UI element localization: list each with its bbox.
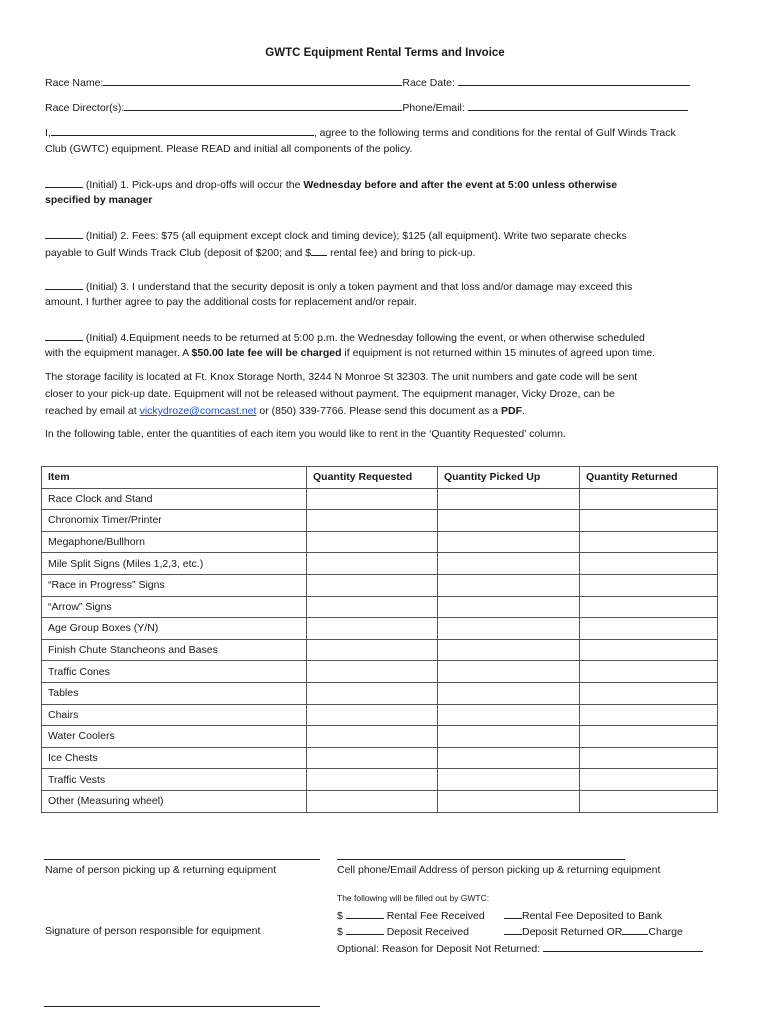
header-item: Item xyxy=(42,467,307,489)
table-row xyxy=(42,726,718,748)
term-2-text-b2: rental fee) and bring to pick-up. xyxy=(330,247,476,259)
quantity-requested-cell[interactable] xyxy=(307,747,438,769)
table-row xyxy=(42,704,718,726)
table-row xyxy=(42,790,718,812)
phone-email-field[interactable] xyxy=(468,98,688,111)
quantity-picked-up-cell[interactable] xyxy=(438,769,580,791)
contact-signature-line[interactable] xyxy=(337,859,625,860)
quantity-requested-cell[interactable] xyxy=(307,661,438,683)
race-date-label: Race Date: xyxy=(402,77,455,89)
quantity-requested-cell[interactable] xyxy=(307,510,438,532)
item-name-cell: Race Clock and Stand xyxy=(42,488,307,510)
table-row xyxy=(42,661,718,683)
initial-4-field[interactable] xyxy=(45,328,83,341)
quantity-returned-cell[interactable] xyxy=(580,618,718,640)
quantity-returned-cell[interactable] xyxy=(580,510,718,532)
quantity-requested-cell[interactable] xyxy=(307,531,438,553)
quantity-picked-up-cell[interactable] xyxy=(438,661,580,683)
pdf-bold: PDF xyxy=(501,405,523,417)
term-4-text-b1: with the equipment manager. A xyxy=(45,347,192,359)
table-row xyxy=(42,769,718,791)
intro-rest: , agree to the following terms and conditions for the rental of Gulf Winds Track xyxy=(313,127,676,139)
table-row xyxy=(42,531,718,553)
rental-fee-deposited-field[interactable] xyxy=(504,906,522,919)
deposit-returned-field[interactable] xyxy=(504,922,522,935)
quantity-returned-cell[interactable] xyxy=(580,553,718,575)
quantity-returned-cell[interactable] xyxy=(580,769,718,791)
intro-line-1 xyxy=(45,123,676,142)
table-row xyxy=(42,596,718,618)
rental-fee-received-field[interactable] xyxy=(346,906,384,919)
table-row xyxy=(42,574,718,596)
item-name-cell: Megaphone/Bullhorn xyxy=(42,531,307,553)
item-name-cell: “Arrow” Signs xyxy=(42,596,307,618)
quantity-requested-cell[interactable] xyxy=(307,769,438,791)
item-name-cell: “Race in Progress” Signs xyxy=(42,574,307,596)
term-2-line-2 xyxy=(45,243,475,262)
signature-line[interactable] xyxy=(44,1006,320,1007)
charge-field[interactable] xyxy=(622,922,648,935)
term-2-text-b1: payable to Gulf Winds Track Club (deposit of $200; and $ xyxy=(45,247,312,259)
quantity-returned-cell[interactable] xyxy=(580,704,718,726)
intro-prefix: I, xyxy=(45,127,51,139)
quantity-returned-cell[interactable] xyxy=(580,531,718,553)
optional-reason-field[interactable] xyxy=(543,939,703,952)
contact-label: Cell phone/Email Address of person picking up & returning equipment xyxy=(337,864,661,876)
equipment-table xyxy=(41,466,718,813)
item-name-cell: Finish Chute Stancheons and Bases xyxy=(42,639,307,661)
storage-text-a: reached by email at xyxy=(45,405,140,417)
quantity-requested-cell[interactable] xyxy=(307,574,438,596)
quantity-requested-cell[interactable] xyxy=(307,596,438,618)
item-name-cell: Chronomix Timer/Printer xyxy=(42,510,307,532)
intro-line-2: Club (GWTC) equipment. Please READ and initial all components of the policy. xyxy=(45,143,413,155)
quantity-requested-cell[interactable] xyxy=(307,704,438,726)
quantity-picked-up-cell[interactable] xyxy=(438,790,580,812)
rental-fee-deposited-label: Rental Fee Deposited to Bank xyxy=(522,910,663,922)
email-link[interactable]: vickydroze@comcast.net xyxy=(139,405,257,417)
table-row xyxy=(42,639,718,661)
storage-line-1: The storage facility is located at Ft. Knox Storage North, 3244 N Monroe St 32303. The unit numbers and gate code will be sent xyxy=(45,371,638,383)
term-4-text: (Initial) 4.Equipment needs to be returned at 5:00 p.m. the Wednesday following the event, or when otherwise scheduled xyxy=(85,332,645,344)
term-2-text: (Initial) 2. Fees: $75 (all equipment except clock and timing device); $125 (all equipment). Write two separate checks xyxy=(85,230,627,242)
gwtc-note: The following will be filled out by GWTC: xyxy=(337,893,490,903)
term-4-text-b2: if equipment is not returned within 15 minutes of agreed upon time. xyxy=(341,347,655,359)
optional-reason-label: Optional: Reason for Deposit Not Returned: xyxy=(337,943,541,955)
table-body xyxy=(42,488,718,812)
optional-reason-row xyxy=(337,939,703,958)
quantity-picked-up-cell[interactable] xyxy=(438,596,580,618)
table-row xyxy=(42,510,718,532)
phone-email-label: Phone/Email: xyxy=(402,102,465,114)
item-name-cell: Age Group Boxes (Y/N) xyxy=(42,618,307,640)
race-name-row xyxy=(45,73,690,92)
quantity-picked-up-cell[interactable] xyxy=(438,682,580,704)
race-name-label: Race Name: xyxy=(45,77,104,89)
race-date-field[interactable] xyxy=(458,73,690,86)
storage-text-b: or (850) 339-7766. Please send this document as a xyxy=(256,405,502,417)
race-name-field[interactable] xyxy=(103,73,402,86)
quantity-picked-up-cell[interactable] xyxy=(438,553,580,575)
quantity-picked-up-cell[interactable] xyxy=(438,488,580,510)
quantity-returned-cell[interactable] xyxy=(580,574,718,596)
quantity-returned-cell[interactable] xyxy=(580,790,718,812)
quantity-returned-cell[interactable] xyxy=(580,596,718,618)
quantity-returned-cell[interactable] xyxy=(580,747,718,769)
term-3-line-2: amount. I further agree to pay the additional costs for replacement and/or repair. xyxy=(45,296,417,308)
quantity-picked-up-cell[interactable] xyxy=(438,747,580,769)
deposit-received-label: Deposit Received xyxy=(386,926,469,938)
header-quantity-requested: Quantity Requested xyxy=(307,467,438,489)
quantity-picked-up-cell[interactable] xyxy=(438,531,580,553)
quantity-returned-cell[interactable] xyxy=(580,661,718,683)
item-name-cell: Mile Split Signs (Miles 1,2,3, etc.) xyxy=(42,553,307,575)
table-row xyxy=(42,488,718,510)
table-row xyxy=(42,682,718,704)
term-1-bold: Wednesday before and after the event at 5:00 unless otherwise xyxy=(303,179,618,191)
initial-1-field[interactable] xyxy=(45,175,83,188)
rental-fee-field[interactable] xyxy=(311,243,327,256)
storage-text-c: . xyxy=(522,405,525,417)
quantity-requested-cell[interactable] xyxy=(307,618,438,640)
table-row xyxy=(42,747,718,769)
signature-label: Signature of person responsible for equipment xyxy=(45,925,261,937)
quantity-picked-up-cell[interactable] xyxy=(438,639,580,661)
term-1-text: (Initial) 1. Pick-ups and drop-offs will occur the xyxy=(85,179,304,191)
late-fee-bold: $50.00 late fee will be charged xyxy=(191,347,342,359)
storage-line-2: closer to your pick-up date. Equipment will not be released without payment. The equipment manager, Vicky Droze, can be xyxy=(45,388,615,400)
item-name-cell: Water Coolers xyxy=(42,726,307,748)
quantity-picked-up-cell[interactable] xyxy=(438,726,580,748)
item-name-cell: Tables xyxy=(42,682,307,704)
term-3-text: (Initial) 3. I understand that the security deposit is only a token payment and that loss and/or damage may exceed this xyxy=(85,281,633,293)
charge-label: Charge xyxy=(648,926,683,938)
term-4-line-2 xyxy=(45,345,655,362)
name-label: Name of person picking up & returning equipment xyxy=(45,864,277,876)
name-signature-line[interactable] xyxy=(44,859,320,860)
deposit-row: $ Deposit Received xyxy=(337,922,469,941)
initial-2-field[interactable] xyxy=(45,226,83,239)
quantity-picked-up-cell[interactable] xyxy=(438,618,580,640)
quantity-picked-up-cell[interactable] xyxy=(438,574,580,596)
quantity-returned-cell[interactable] xyxy=(580,726,718,748)
page-title: GWTC Equipment Rental Terms and Invoice xyxy=(265,47,505,59)
rental-fee-row: $ Rental Fee Received xyxy=(337,906,485,925)
quantity-requested-cell[interactable] xyxy=(307,553,438,575)
table-row xyxy=(42,618,718,640)
quantity-returned-cell[interactable] xyxy=(580,639,718,661)
quantity-returned-cell[interactable] xyxy=(580,682,718,704)
item-name-cell: Ice Chests xyxy=(42,747,307,769)
race-director-field[interactable] xyxy=(124,98,402,111)
table-header-row xyxy=(42,467,718,489)
item-name-cell: Chairs xyxy=(42,704,307,726)
quantity-requested-cell[interactable] xyxy=(307,488,438,510)
header-quantity-returned: Quantity Returned xyxy=(580,467,718,489)
term-1-line-2: specified by manager xyxy=(45,194,153,206)
quantity-requested-cell[interactable] xyxy=(307,790,438,812)
table-intro: In the following table, enter the quantities of each item you would like to rent in the ‘Quantity Requested’ column. xyxy=(45,428,566,440)
deposit-returned-label: Deposit Returned OR xyxy=(522,926,623,938)
table-row xyxy=(42,553,718,575)
quantity-requested-cell[interactable] xyxy=(307,726,438,748)
race-director-row xyxy=(45,98,688,117)
race-director-label: Race Director(s): xyxy=(45,102,125,114)
quantity-requested-cell[interactable] xyxy=(307,639,438,661)
initial-3-field[interactable] xyxy=(45,277,83,290)
quantity-returned-cell[interactable] xyxy=(580,488,718,510)
rental-fee-received-label: Rental Fee Received xyxy=(386,910,485,922)
item-name-cell: Other (Measuring wheel) xyxy=(42,790,307,812)
item-name-cell: Traffic Cones xyxy=(42,661,307,683)
name-agree-field[interactable] xyxy=(51,123,314,136)
storage-line-3 xyxy=(45,403,525,420)
quantity-picked-up-cell[interactable] xyxy=(438,704,580,726)
header-quantity-picked-up: Quantity Picked Up xyxy=(438,467,580,489)
deposit-received-field[interactable] xyxy=(346,922,384,935)
quantity-picked-up-cell[interactable] xyxy=(438,510,580,532)
item-name-cell: Traffic Vests xyxy=(42,769,307,791)
quantity-requested-cell[interactable] xyxy=(307,682,438,704)
